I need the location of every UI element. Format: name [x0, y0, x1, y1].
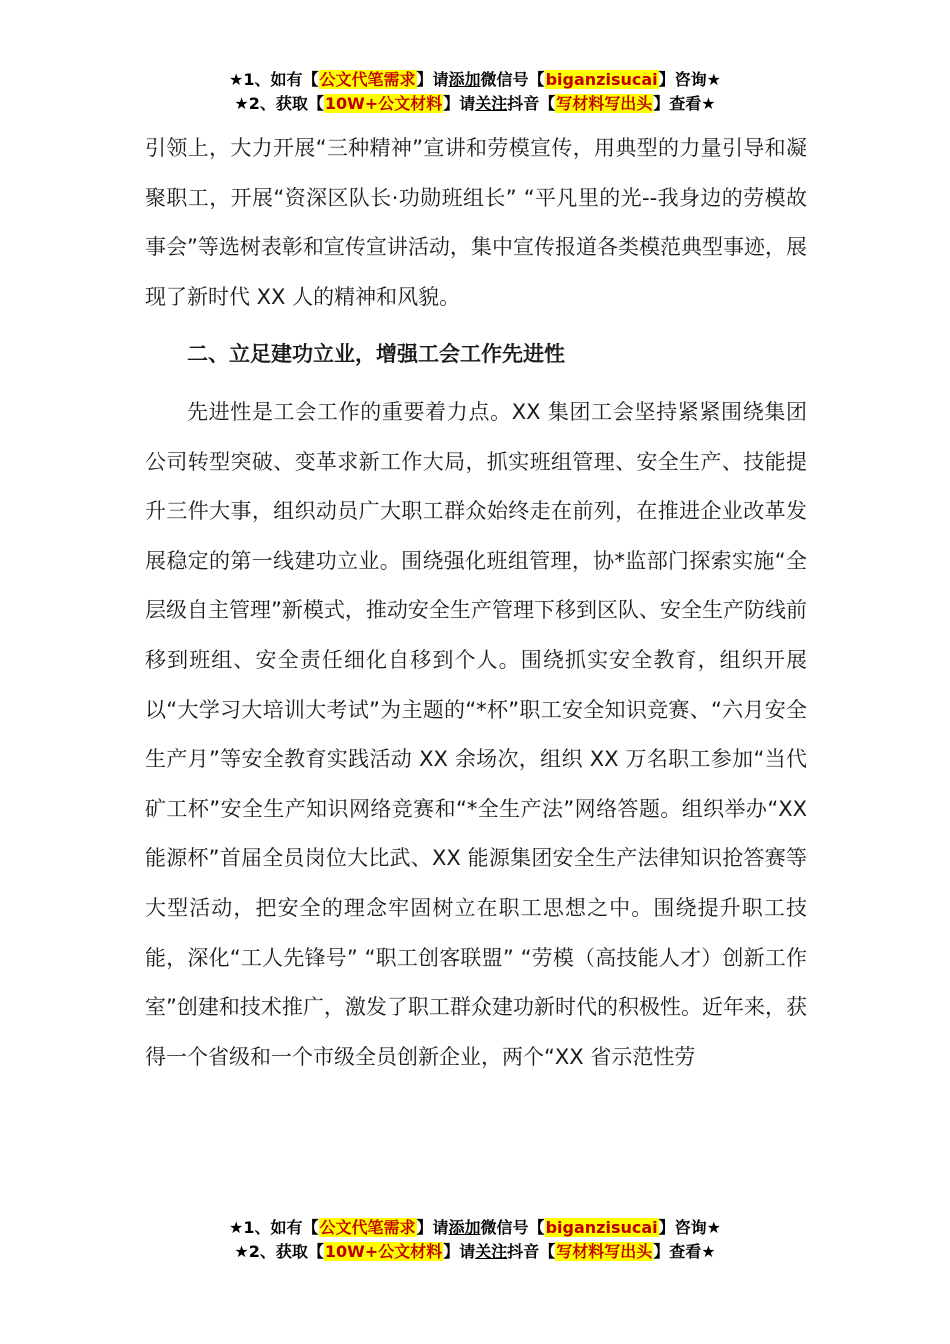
banner-highlight-ghostwriting: 公文代笔需求: [319, 1218, 416, 1237]
paragraph: 先进性是工会工作的重要着力点。XX 集团工会坚持紧紧围绕集团公司转型突破、变革求新工作大局，抓实班组管理、安全生产、技能提升三件大事，组织动员广大职工群众始终走在前列，在推进企业改革发展稳定的第一线建功立业。围绕强化班组管理，协*监部门探索实施“全层级自主管理”新模式，推动安全生产管理下移到区队、安全生产防线前移到班组、安全责任细化自移到个人。围绕抓实安全教育，组织开展以“大学习大培训大考试”为主题的“*杯”职工安全知识竞赛、“六月安全生产月”等安全教育实践活动 XX 余场次，组织 XX 万名职工参加“当代矿工杯”安全生产知识网络竞赛和“*全生产法”网络答题。组织举办“XX 能源杯”首届全员岗位大比武、XX 能源集团安全生产法律知识抢答赛等大型活动，把安全的理念牢固树立在职工思想之中。围绕提升职工技能，深化“工人先锋号” “职工创客联盟” “劳模（高技能人才）创新工作室”创建和技术推广，激发了职工群众建功新时代的积极性。近年来，获得一个省级和一个市级全员创新企业，两个“XX 省示范性劳: [145, 399, 807, 1069]
banner-highlight-wechat-id: biganzisucai: [545, 70, 658, 89]
banner-line-1: ★1、如有【公文代笔需求】请添加微信号【biganzisucai】咨询★: [229, 1218, 721, 1237]
section-heading: 二、立足建功立业，增强工会工作先进性: [187, 342, 565, 367]
banner-highlight-douyin: 写材料写出头: [556, 94, 653, 113]
paragraph-continued: 引领上，大力开展“三种精神”宣讲和劳模宣传，用典型的力量引导和凝聚职工，开展“资深区队长·功勋班组长” “平凡里的光--我身边的劳模故事会”等选树表彰和宣传宣讲活动，集中宣传报道各类模范典型事迹，展现了新时代 XX 人的精神和风貌。: [145, 136, 807, 309]
banner-highlight-ghostwriting: 公文代笔需求: [319, 70, 416, 89]
banner-line-2: ★2、获取【10W+公文材料】请关注抖音【写材料写出头】查看★: [234, 94, 716, 113]
banner-line-2: ★2、获取【10W+公文材料】请关注抖音【写材料写出头】查看★: [234, 1242, 716, 1261]
header-banner: [0, 68, 950, 116]
banner-highlight-materials: 10W+公文材料: [324, 94, 443, 113]
document-body: [145, 124, 807, 1082]
banner-line-1: ★1、如有【公文代笔需求】请添加微信号【biganzisucai】咨询★: [229, 70, 721, 89]
footer-banner: [0, 1216, 950, 1264]
banner-highlight-wechat-id: biganzisucai: [545, 1218, 658, 1237]
banner-highlight-materials: 10W+公文材料: [324, 1242, 443, 1261]
banner-highlight-douyin: 写材料写出头: [556, 1242, 653, 1261]
